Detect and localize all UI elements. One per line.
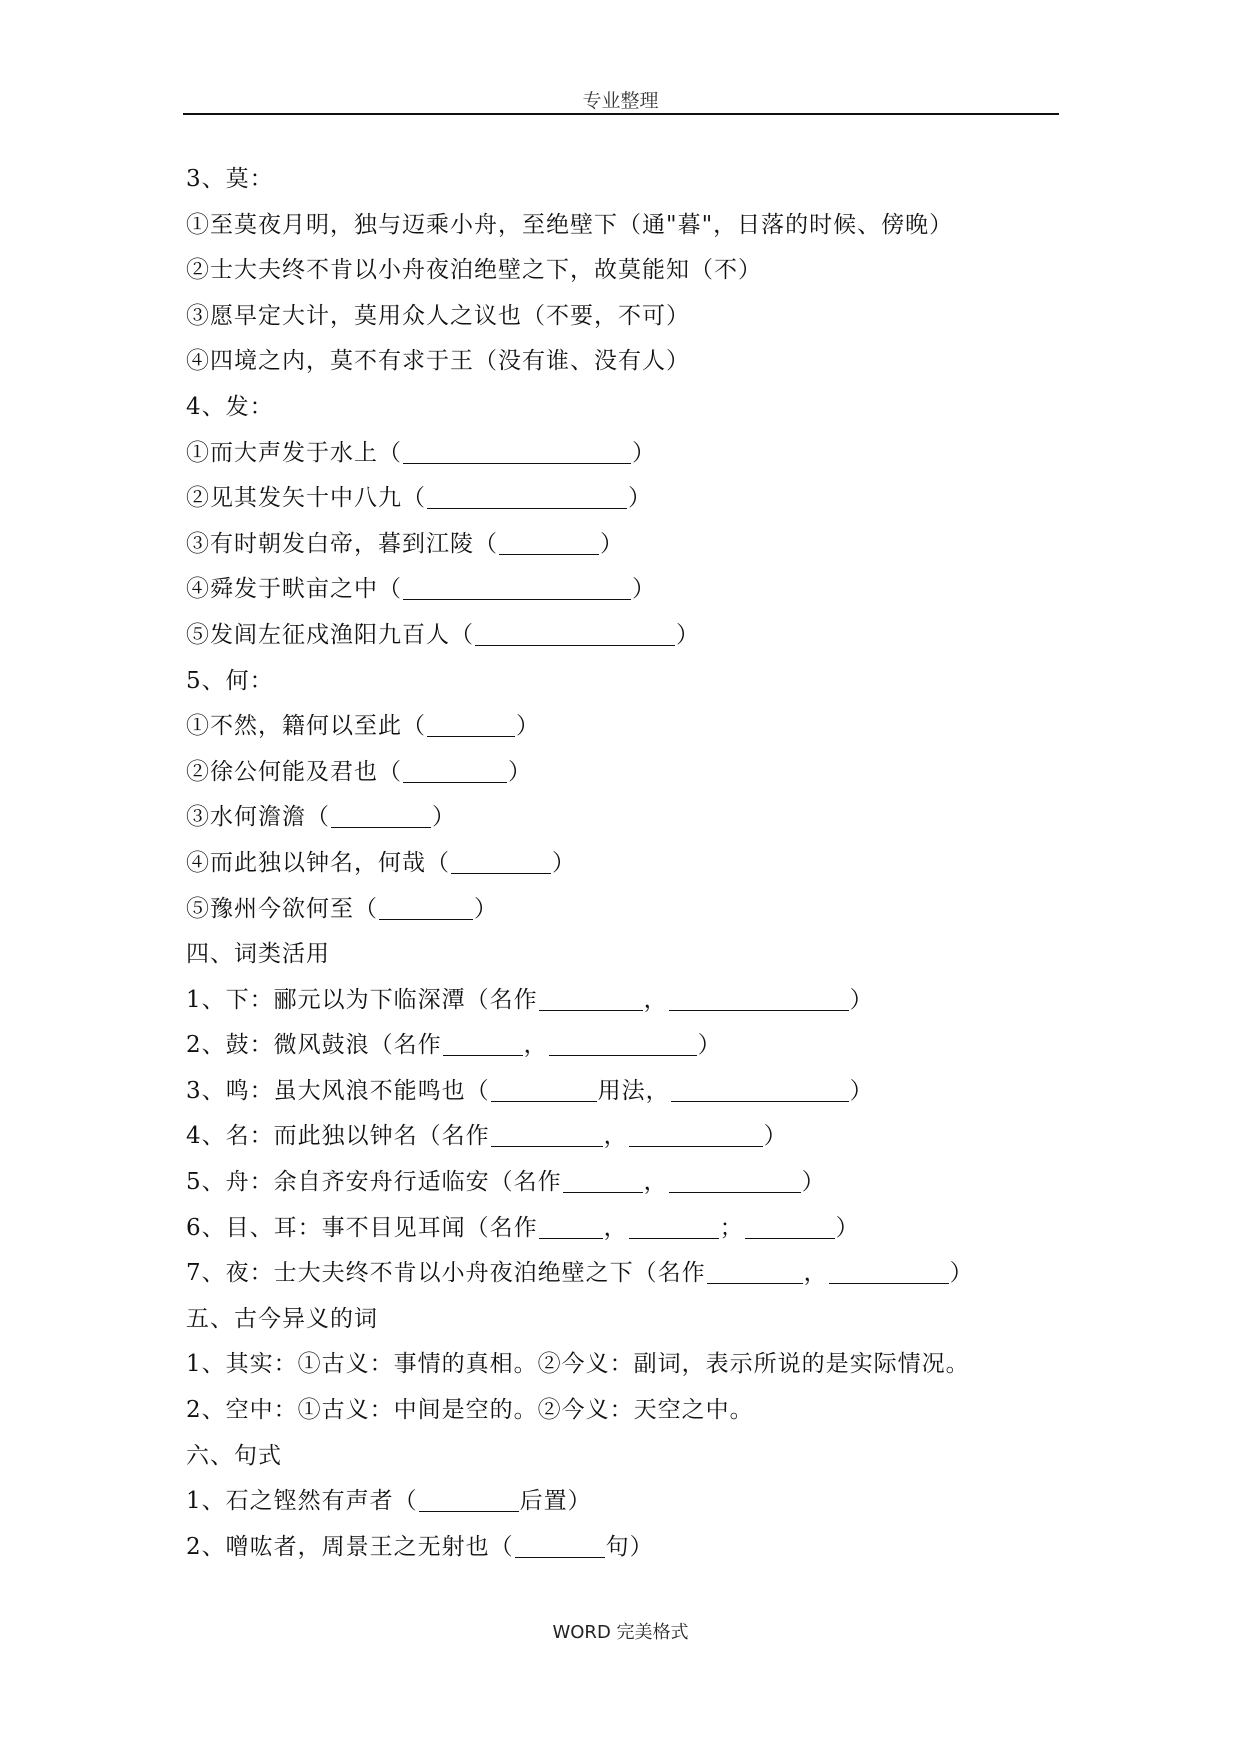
line-1 [186, 157, 1086, 203]
answer-blank[interactable] [403, 571, 631, 600]
line-text: ， [603, 1123, 628, 1150]
line-text: ①至莫夜月明，独与迈乘小舟，至绝壁下（通"暮"，日落的时候、傍晚） [186, 211, 954, 238]
line-17 [186, 887, 1086, 933]
answer-blank[interactable] [499, 526, 599, 555]
line-text: ） [552, 849, 576, 876]
line-16 [186, 841, 1086, 887]
line-text: 4、发： [186, 393, 274, 420]
answer-blank[interactable] [403, 435, 631, 464]
answer-blank[interactable] [403, 754, 507, 783]
line-text: ③水何澹澹（ [186, 804, 330, 831]
line-text: ， [643, 986, 668, 1013]
line-13 [186, 704, 1086, 750]
line-text: ） [516, 713, 540, 740]
line-text: ） [600, 530, 624, 557]
line-text: 1、石之铿然有声者（ [186, 1488, 418, 1515]
answer-blank[interactable] [829, 1255, 949, 1284]
line-text: ③有时朝发白帝，暮到江陵（ [186, 530, 498, 557]
line-text: 用法， [597, 1077, 670, 1104]
line-text: 6、目、耳：事不目见耳闻（名作 [186, 1214, 538, 1241]
answer-blank[interactable] [539, 982, 643, 1011]
line-6 [186, 385, 1086, 431]
line-text: 2、空中：①古义：中间是空的。②今义：天空之中。 [186, 1397, 754, 1424]
line-30 [186, 1479, 1086, 1525]
answer-blank[interactable] [707, 1255, 803, 1284]
answer-blank[interactable] [475, 617, 675, 646]
line-5 [186, 339, 1086, 385]
line-23 [186, 1160, 1086, 1206]
line-29 [186, 1434, 1086, 1480]
line-text: ） [849, 1077, 874, 1104]
line-text: ） [801, 1169, 826, 1196]
line-9 [186, 522, 1086, 568]
answer-blank[interactable] [379, 891, 473, 920]
line-20 [186, 1023, 1086, 1069]
line-text: ） [763, 1123, 788, 1150]
line-text: 5、舟：余自齐安舟行适临安（名作 [186, 1169, 562, 1196]
line-text: ） [628, 485, 652, 512]
line-text: ） [432, 804, 456, 831]
line-text: ④而此独以钟名，何哉（ [186, 849, 450, 876]
line-text: ） [697, 1032, 722, 1059]
line-text: ） [676, 621, 700, 648]
line-text: ⑤发闾左征戍渔阳九百人（ [186, 621, 474, 648]
line-8 [186, 476, 1086, 522]
answer-blank[interactable] [563, 1164, 643, 1193]
line-text: ， [523, 1032, 548, 1059]
line-25 [186, 1251, 1086, 1297]
answer-blank[interactable] [491, 1073, 597, 1102]
line-text: ， [643, 1169, 668, 1196]
line-26 [186, 1297, 1086, 1343]
line-text: 1、其实：①古义：事情的真相。②今义：副词，表示所说的是实际情况。 [186, 1351, 970, 1378]
line-31 [186, 1525, 1086, 1571]
line-19 [186, 978, 1086, 1024]
line-21 [186, 1069, 1086, 1115]
line-text: ④四境之内，莫不有求于王（没有谁、没有人） [186, 348, 690, 375]
line-text: ） [632, 576, 656, 603]
line-text: ） [508, 758, 532, 785]
line-text: ③愿早定大计，莫用众人之议也（不要，不可） [186, 302, 690, 329]
line-text: ①而大声发于水上（ [186, 439, 402, 466]
page-header: 专业整理 [582, 90, 659, 112]
line-text: 句） [605, 1533, 654, 1560]
line-text: ） [835, 1214, 860, 1241]
line-4 [186, 294, 1086, 340]
line-24 [186, 1206, 1086, 1252]
answer-blank[interactable] [443, 1027, 523, 1056]
line-text: 7、夜：士大夫终不肯以小舟夜泊绝壁之下（名作 [186, 1260, 706, 1287]
line-text: 3、莫： [186, 166, 274, 192]
line-18 [186, 932, 1086, 978]
line-7 [186, 431, 1086, 477]
answer-blank[interactable] [669, 1164, 801, 1193]
line-text: 4、名：而此独以钟名（名作 [186, 1123, 490, 1150]
line-text: ②见其发矢十中八九（ [186, 485, 426, 512]
header-rule [183, 113, 1059, 115]
answer-blank[interactable] [671, 1073, 849, 1102]
answer-blank[interactable] [491, 1118, 603, 1147]
section-heading: 五、古今异义的词 [186, 1305, 378, 1332]
line-text: ） [474, 895, 498, 922]
line-text: 2、鼓：微风鼓浪（名作 [186, 1032, 442, 1059]
answer-blank[interactable] [451, 845, 551, 874]
line-text: ， [603, 1214, 628, 1241]
line-12 [186, 659, 1086, 705]
line-28 [186, 1388, 1086, 1434]
line-text: ②徐公何能及君也（ [186, 758, 402, 785]
line-text: 5、何： [186, 667, 274, 694]
answer-blank[interactable] [745, 1210, 835, 1239]
answer-blank[interactable] [629, 1210, 719, 1239]
section-heading: 六、句式 [186, 1442, 282, 1469]
line-27 [186, 1342, 1086, 1388]
line-text: 后置） [519, 1488, 592, 1515]
line-22 [186, 1114, 1086, 1160]
document-body [186, 157, 1086, 1570]
line-2 [186, 203, 1086, 249]
answer-blank[interactable] [419, 1483, 519, 1512]
answer-blank[interactable] [669, 982, 849, 1011]
answer-blank[interactable] [549, 1027, 697, 1056]
line-text: 2、噌吰者，周景王之无射也（ [186, 1533, 514, 1560]
line-3 [186, 248, 1086, 294]
line-text: ； [719, 1214, 744, 1241]
line-10 [186, 567, 1086, 613]
page-footer: WORD 完美格式 [552, 1622, 689, 1643]
section-heading: 四、词类活用 [186, 941, 330, 968]
answer-blank[interactable] [427, 708, 515, 737]
line-text: ， [803, 1260, 828, 1287]
line-text: ④舜发于畎亩之中（ [186, 576, 402, 603]
line-text: ⑤豫州今欲何至（ [186, 895, 378, 922]
line-text: 3、鸣：虽大风浪不能鸣也（ [186, 1077, 490, 1104]
answer-blank[interactable] [629, 1118, 763, 1147]
line-11 [186, 613, 1086, 659]
answer-blank[interactable] [331, 799, 431, 828]
line-15 [186, 795, 1086, 841]
line-text: ②士大夫终不肯以小舟夜泊绝壁之下，故莫能知（不） [186, 257, 762, 284]
line-text: 1、下：郦元以为下临深潭（名作 [186, 986, 538, 1013]
line-text: ） [849, 986, 874, 1013]
line-text: ①不然，籍何以至此（ [186, 713, 426, 740]
answer-blank[interactable] [427, 480, 627, 509]
answer-blank[interactable] [539, 1210, 603, 1239]
answer-blank[interactable] [515, 1529, 605, 1558]
line-text: ） [632, 439, 656, 466]
line-14 [186, 750, 1086, 796]
line-text: ） [949, 1260, 974, 1287]
